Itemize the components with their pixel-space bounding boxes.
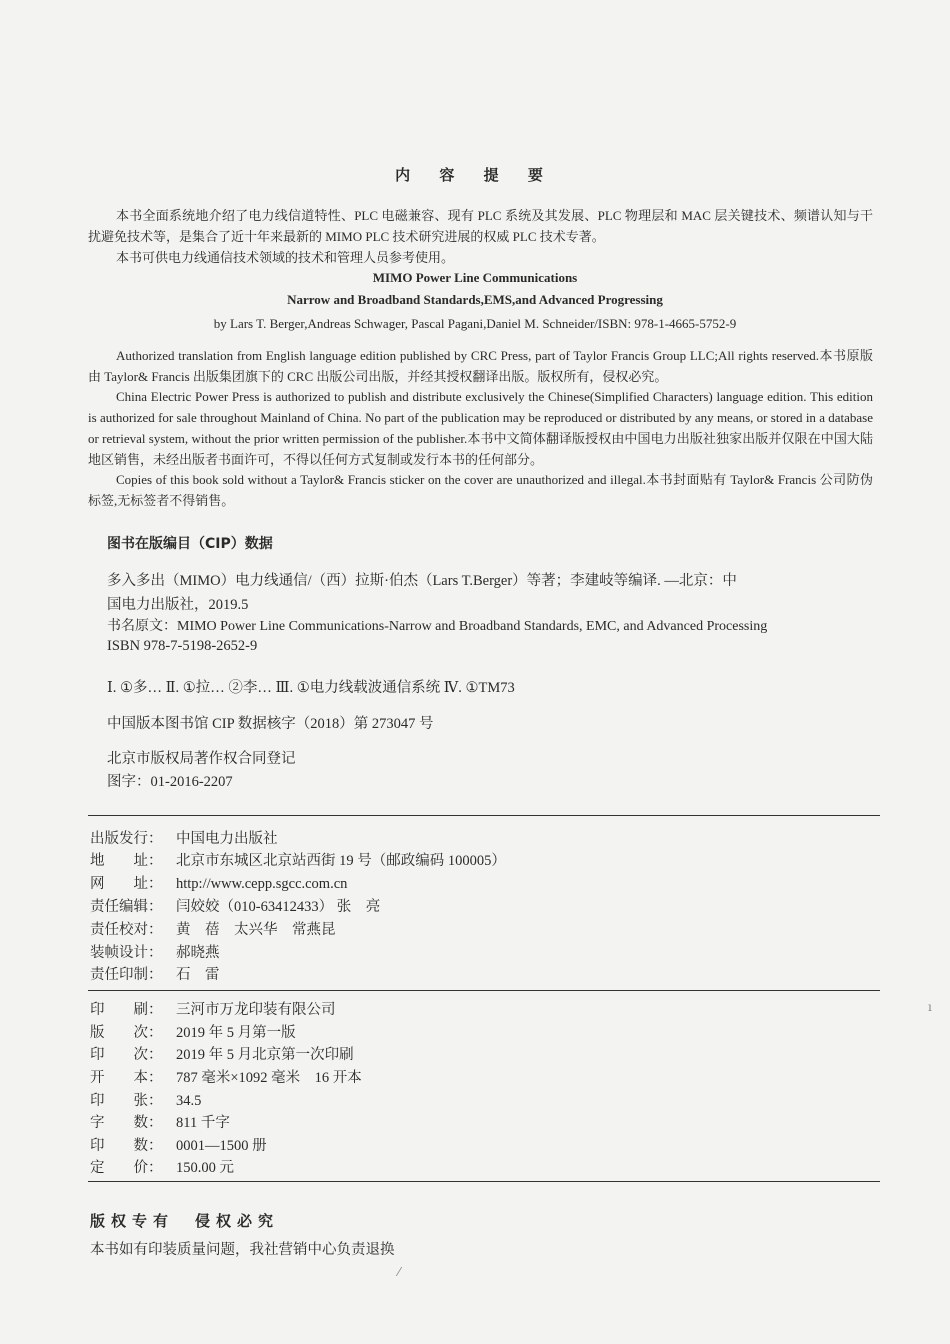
cip-line-2: 国电力出版社，2019.5: [107, 597, 249, 613]
cip-classification: Ⅰ. ①多… Ⅱ. ①拉… ②李… Ⅲ. ①电力线载波通信系统 Ⅳ. ①TM73: [107, 680, 515, 696]
divider: [88, 815, 880, 816]
print-run-row: 印 数： 0001—1500 册: [90, 1138, 267, 1154]
summary-title: 内 容 提 要: [395, 166, 555, 184]
cip-record-number: 中国版本图书馆 CIP 数据核字（2018）第 273047 号: [107, 716, 434, 732]
scan-mark: ı: [928, 1000, 932, 1014]
summary-paragraph-2: 本书可供电力线通信技术领域的技术和管理人员参考使用。: [116, 250, 455, 265]
proofreader-row: 责任校对： 黄 蓓 太兴华 常燕昆: [90, 922, 336, 938]
printer-row: 印 刷： 三河市万龙印装有限公司: [90, 1002, 336, 1018]
website-row: 网 址： http://www.cepp.sgcc.com.cn: [90, 876, 348, 892]
rights-paragraph-2: China Electric Power Press is authorized to publish and distribute exclusively the Chinese(Simplified Characters) language edition. This edition is authorized for sale throughout Mainland of China. No part of the publication may be reproduced or distributed by any means, or stored in a database or retrieval system, without the prior written permission of the publisher.本书中文简体翻译版授权由中国电力出版社独家出版并仅限在中国大陆地区销售，未经出版者书面许可，不得以任何方式复制或发行本书的任何部分。: [88, 389, 873, 467]
designer-row: 装帧设计： 郝晓燕: [90, 945, 220, 961]
scan-mark: ⁄: [398, 1265, 401, 1279]
format-row: 开 本： 787 毫米×1092 毫米 16 开本: [90, 1070, 362, 1086]
printing-supervisor-row: 责任印制： 石 雷: [90, 967, 220, 983]
price-row: 定 价： 150.00 元: [90, 1160, 234, 1176]
address-row: 地 址： 北京市东城区北京站西街 19 号（邮政编码 100005）: [90, 853, 506, 869]
divider: [88, 990, 880, 991]
cip-line-4: ISBN 978-7-5198-2652-9: [107, 638, 258, 654]
cip-line-3: 书名原文：MIMO Power Line Communications-Narrow and Broadband Standards, EMC, and Advanced Processing: [107, 619, 768, 634]
contract-number: 图字：01-2016-2207: [107, 774, 233, 790]
original-authors: by Lars T. Berger,Andreas Schwager, Pascal Pagani,Daniel M. Schneider/ISBN: 978-1-4665-5752-9: [213, 316, 737, 331]
cip-line-1: 多入多出（MIMO）电力线通信/（西）拉斯·伯杰（Lars T.Berger）等著；李建岐等编译. —北京：中: [107, 573, 737, 589]
rights-paragraph-1: Authorized translation from English language edition published by CRC Press, part of Taylor Francis Group LLC;All rights reserved.本书原版由 Taylor& Francis 出版集团旗下的 CRC 出版公司出版，并经其授权翻译出版。版权所有，侵权必究。: [88, 348, 873, 384]
edition-row: 版 次： 2019 年 5 月第一版: [90, 1025, 296, 1041]
copyright-heading: 版权专有 侵权必究: [90, 1212, 280, 1230]
rights-paragraph-3: Copies of this book sold without a Taylor& Francis sticker on the cover are unauthorized and illegal.本书封面贴有 Taylor& Francis 公司防伪标签,无标签者不得销售。: [88, 472, 873, 508]
cip-heading: 图书在版编目（CIP）数据: [107, 536, 273, 552]
contract-registration: 北京市版权局著作权合同登记: [107, 751, 296, 767]
original-title: MIMO Power Line Communications: [372, 270, 578, 285]
original-subtitle: Narrow and Broadband Standards,EMS,and Advanced Progressing: [287, 292, 663, 307]
editor-row: 责任编辑： 闫姣姣（010-63412433） 张 亮: [90, 899, 381, 915]
sheets-row: 印 张： 34.5: [90, 1093, 202, 1109]
publisher-row: 出版发行： 中国电力出版社: [90, 831, 278, 847]
impression-row: 印 次： 2019 年 5 月北京第一次印刷: [90, 1047, 354, 1063]
divider: [88, 1181, 880, 1182]
word-count-row: 字 数： 811 千字: [90, 1115, 230, 1131]
copyright-notice: 本书如有印装质量问题，我社营销中心负责退换: [90, 1242, 395, 1258]
summary-paragraph-1: 本书全面系统地介绍了电力线信道特性、PLC 电磁兼容、现有 PLC 系统及其发展、PLC 物理层和 MAC 层关键技术、频谱认知与干扰避免技术等，是集合了近十年来最新的 MIMO PLC 技术研究进展的权威 PLC 技术专著。: [88, 208, 873, 244]
